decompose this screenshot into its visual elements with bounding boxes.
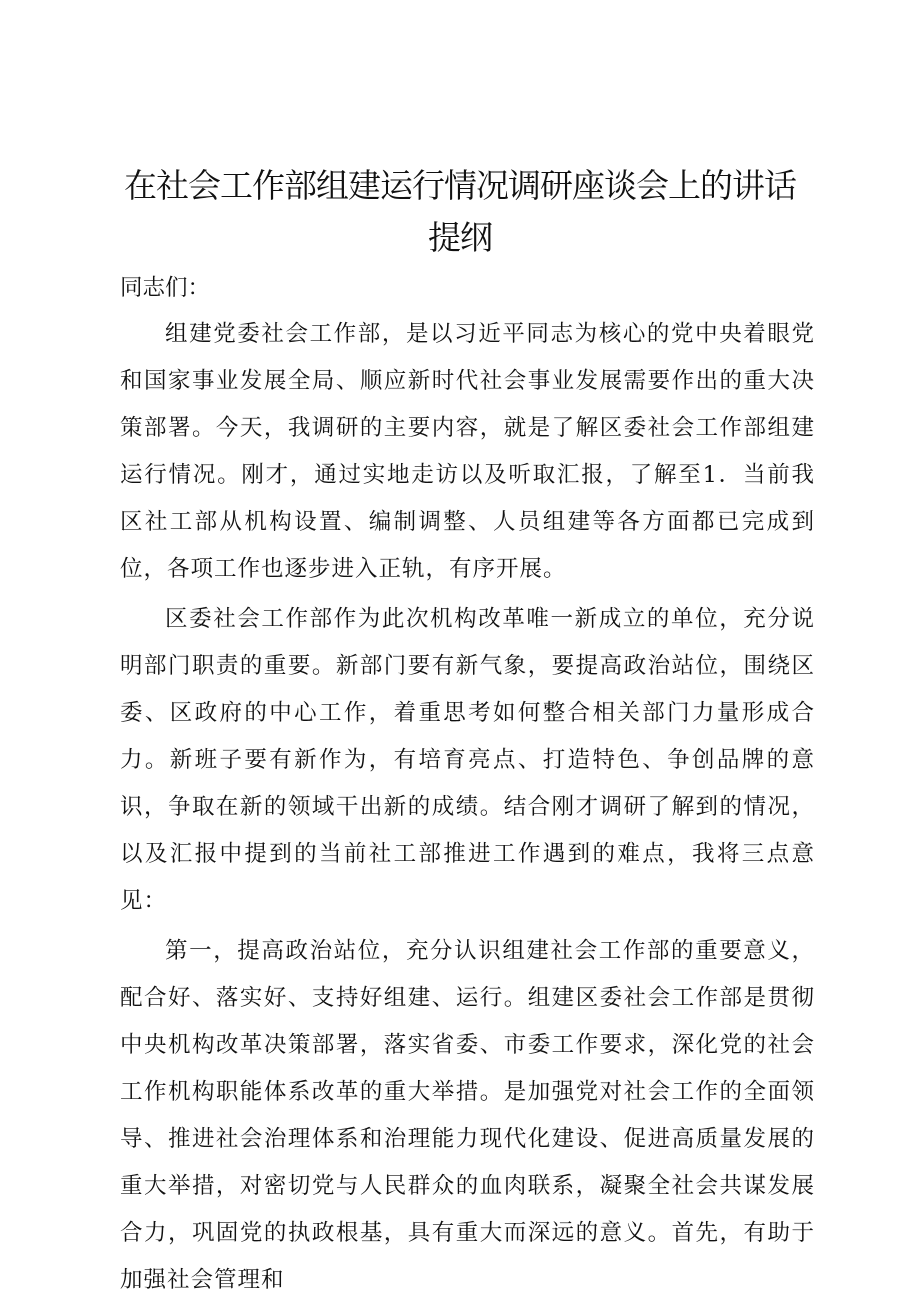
paragraph-1: 组建党委社会工作部，是以习近平同志为核心的党中央着眼党和国家事业发展全局、顺应新时代社会事业发展需要作出的重大决策部署。今天，我调研的主要内容，就是了解区委社会工作部组建运行情况。刚才，通过实地走访以及听取汇报，了解至1．当前我区社工部从机构设置、编制调整、人员组建等各方面都已完成到位，各项工作也逐步进入正轨，有序开展。 xyxy=(120,321,815,582)
paragraph-2: 区委社会工作部作为此次机构改革唯一新成立的单位，充分说明部门职责的重要。新部门要有新气象，要提高政治站位，围绕区委、区政府的中心工作，着重思考如何整合相关部门力量形成合力。新班子要有新作为，有培育亮点、打造特色、争创品牌的意识，争取在新的领域干出新的成绩。结合刚才调研了解到的情况，以及汇报中提到的当前社工部推进工作遇到的难点，我将三点意见： xyxy=(120,606,815,914)
document-title: 在社会工作部组建运行情况调研座谈会上的讲话提纲 xyxy=(124,166,796,257)
paragraph-3: 第一，提高政治站位，充分认识组建社会工作部的重要意义，配合好、落实好、支持好组建、运行。组建区委社会工作部是贯彻中央机构改革决策部署，落实省委、市委工作要求，深化党的社会工作机构职能体系改革的重大举措。是加强党对社会工作的全面领导、推进社会治理体系和治理能力现代化建设、促进高质量发展的重大举措，对密切党与人民群众的血肉联系，凝聚全社会共谋发展合力，巩固党的执政根基，具有重大而深远的意义。首先，有助于加强社会管理和 xyxy=(120,938,815,1293)
document-body xyxy=(120,268,815,1304)
salutation: 同志们： xyxy=(120,275,211,301)
